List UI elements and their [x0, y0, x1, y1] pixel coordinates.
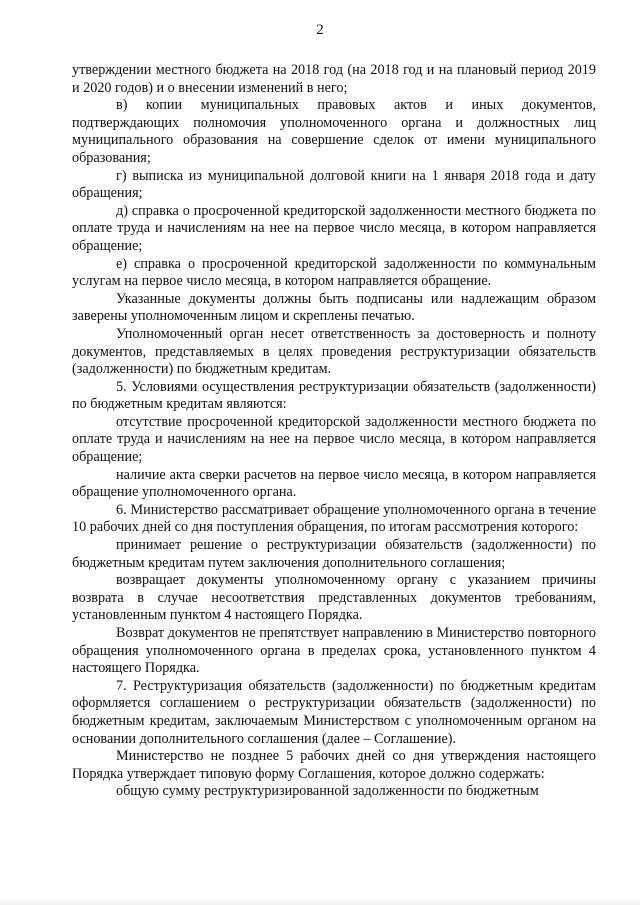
- paragraph-section-5: 5. Условиями осуществления реструктуризации обязательств (задолженности) по бюджетным кредитам являются:: [72, 378, 596, 413]
- paragraph-total-sum: общую сумму реструктуризированной задолженности по бюджетным: [116, 783, 539, 800]
- paragraph-return: возвращает документы уполномоченному органу с указанием причины возврата в случае несоответствия представленных документов требованиям, установленным пунктом 4 настоящего Порядка.: [72, 572, 596, 624]
- document-body: [72, 62, 596, 801]
- paragraph-item-v: в) копии муниципальных правовых актов и иных документов, подтверждающих полномочия уполномоченного органа и должностных лиц муниципального образования на совершение сделок от имени муниципального образования;: [72, 97, 596, 166]
- paragraph-item-g: г) выписка из муниципальной долговой книги на 1 января 2018 года и дату обращения;: [72, 167, 596, 202]
- paragraph-signature-requirement: Указанные документы должны быть подписаны или надлежащим образом заверены уполномоченным лицом и скреплены печатью.: [72, 290, 596, 325]
- page-number: 2: [316, 22, 324, 38]
- paragraph-continuation: утверждении местного бюджета на 2018 год (на 2018 год и на плановый период 2019 и 2020 годов) и о внесении изменений в него;: [72, 62, 596, 96]
- paragraph-condition-1: отсутствие просроченной кредиторской задолженности местного бюджета по оплате труда и начислениям на нее на первое число месяца, в котором направляется обращение;: [72, 413, 596, 466]
- paragraph-section-7: 7. Реструктуризация обязательств (задолженности) по бюджетным кредитам оформляется соглашением о реструктуризации обязательств (задолженности) по бюджетным кредитам, заключаемым Министерством с уполномоченным органом на основании дополнительного соглашения (далее – Соглашение).: [72, 677, 596, 747]
- paragraph-decision: принимает решение о реструктуризации обязательств (задолженности) по бюджетным кредитам путем заключения дополнительного соглашения;: [72, 537, 596, 571]
- paragraph-ministry-form: Министерство не позднее 5 рабочих дней со дня утверждения настоящего Порядка утверждает типовую форму Соглашения, которое должно содержать:: [72, 748, 596, 782]
- paragraph-section-6: 6. Министерство рассматривает обращение уполномоченного органа в течение 10 рабочих дней со дня поступления обращения, по итогам рассмотрения которого:: [72, 501, 596, 536]
- paragraph-resubmission: Возврат документов не препятствует направлению в Министерство повторного обращения уполномоченного органа в пределах срока, установленного пунктом 4 настоящего Порядка.: [72, 625, 596, 677]
- paragraph-item-d: д) справка о просроченной кредиторской задолженности местного бюджета по оплате труда и начислениям на нее на первое число месяца, в котором направляется обращение;: [72, 202, 596, 254]
- paragraph-item-e: е) справка о просроченной кредиторской задолженности по коммунальным услугам на первое число месяца, в котором направляется обращение.: [72, 255, 596, 290]
- scan-bottom-edge: [0, 897, 640, 905]
- paragraph-responsibility: Уполномоченный орган несет ответственность за достоверность и полноту документов, представляемых в целях проведения реструктуризации обязательств (задолженности) по бюджетным кредитам.: [72, 325, 596, 378]
- paragraph-condition-2: наличие акта сверки расчетов на первое число месяца, в котором направляется обращение уполномоченного органа.: [72, 466, 596, 501]
